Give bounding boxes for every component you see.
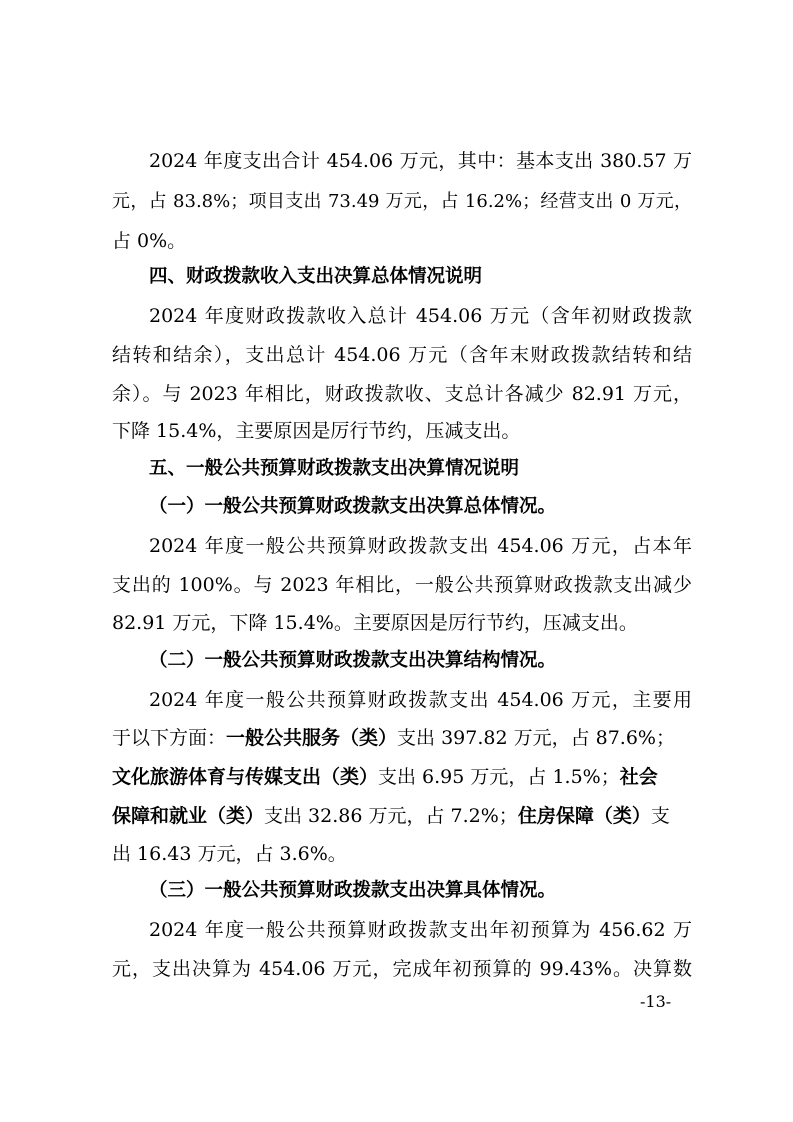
paragraph-line: 2024 年度财政拨款收入总计 454.06 万元（含年初财政拨款 [149,305,692,327]
paragraph-text: 支出 32.86 万元，占 7.2%； [264,805,518,827]
paragraph-text: 支出 397.82 万元，占 87.6%； [397,727,675,749]
category-name: 一般公共服务（类） [226,727,398,749]
paragraph-line [112,801,692,831]
paragraph-line: 2024 年度一般公共预算财政拨款支出年初预算为 456.62 万 [149,919,692,941]
paragraph-text: 支出 6.95 万元，占 1.5%； [378,766,620,788]
category-name: 社会 [619,766,658,788]
paragraph-line [112,762,692,792]
category-name: 文化旅游体育与传媒支出（类） [112,766,379,788]
paragraph-line: 占 0%。 [112,230,187,252]
page-number: -13- [640,992,672,1011]
paragraph-line: 出 16.43 万元，占 3.6%。 [112,843,347,865]
paragraph-line: 2024 年度一般公共预算财政拨款支出 454.06 万元，主要用 [149,689,692,711]
paragraph-text: 支 [650,805,670,827]
category-name: 保障和就业（类） [112,805,265,827]
paragraph-line: 结转和结余），支出总计 454.06 万元（含年末财政拨款结转和结 [112,344,692,366]
paragraph-line: 支出的 100%。与 2023 年相比，一般公共预算财政拨款支出减少 [112,574,692,596]
section-heading: 五、一般公共预算财政拨款支出决算情况说明 [149,458,520,479]
paragraph-line: 2024 年度一般公共预算财政拨款支出 454.06 万元，占本年 [149,535,692,557]
paragraph-text: 于以下方面： [112,727,227,749]
category-name: 住房保障（类） [517,805,651,827]
section-heading: 四、财政拨款收入支出决算总体情况说明 [149,266,483,287]
subsection-heading: （一）一般公共预算财政拨款支出决算总体情况。 [149,496,557,517]
paragraph-line: 元，支出决算为 454.06 万元，完成年初预算的 99.43%。决算数 [112,958,692,980]
paragraph-line: 元，占 83.8%；项目支出 73.49 万元，占 16.2%；经营支出 0 万元， [112,191,692,212]
paragraph-line: 2024 年度支出合计 454.06 万元，其中：基本支出 380.57 万 [149,150,692,172]
paragraph-line: 82.91 万元，下降 15.4%。主要原因是厉行节约，压减支出。 [112,612,638,634]
paragraph-line: 下降 15.4%，主要原因是厉行节约，压减支出。 [112,420,521,442]
subsection-heading: （二）一般公共预算财政拨款支出决算结构情况。 [149,650,557,671]
paragraph-line [112,723,692,753]
subsection-heading: （三）一般公共预算财政拨款支出决算具体情况。 [149,880,557,901]
paragraph-line: 余）。与 2023 年相比，财政拨款收、支总计各减少 82.91 万元， [112,383,692,405]
